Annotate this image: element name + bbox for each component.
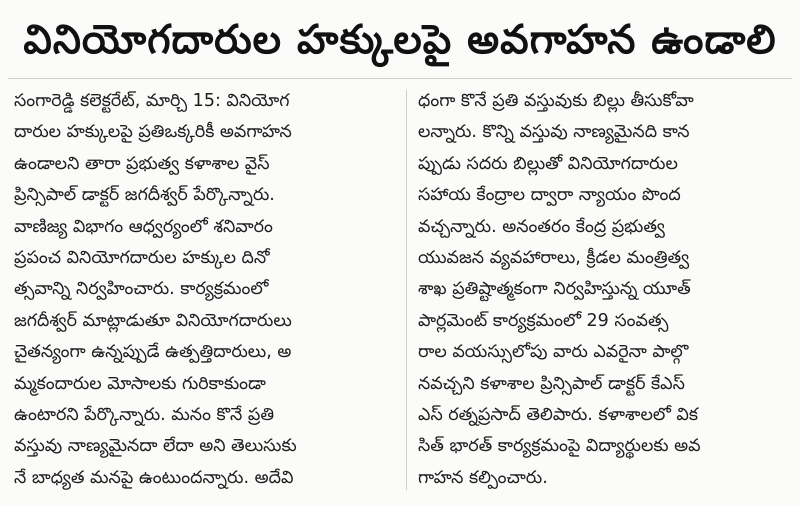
- body-line: ధంగా కొనే ప్రతి వస్తువుకు బిల్లు తీసుకోవా: [418, 91, 694, 111]
- body-line: వస్తువు నాణ్యమైనదా లేదా అని తెలుసుకు: [14, 436, 297, 457]
- left-column: [14, 86, 397, 496]
- body-line: వచ్చన్నారు. అనంతరం కేంద్ర ప్రభుత్వ: [418, 216, 665, 237]
- body-line: లన్నారు. కొన్ని వస్తువు నాణ్యమైనది కాన: [418, 122, 690, 143]
- body-line: త్సవాన్ని నిర్వహించారు. కార్యక్రమంలో: [14, 279, 269, 300]
- body-line: సంగారెడ్డి కలెక్టరేట్, మార్చి 15: వినియోగ: [14, 91, 290, 111]
- body-line: నవచ్చని కళాశాల ప్రిన్సిపాల్ డాక్టర్ కేఎస్: [418, 373, 685, 394]
- column-divider: [406, 90, 407, 490]
- body-line: ప్రపంచ వినియోగదారుల హక్కుల దినో: [14, 247, 270, 268]
- headline-divider: [8, 78, 792, 79]
- body-line: రాల వయస్సులోపు వారు ఎవరైనా పాల్గొ: [418, 342, 689, 363]
- body-line: ఉండాలని తారా ప్రభుత్వ కళాశాల వైస్: [14, 153, 270, 174]
- headline: వినియోగదారుల హక్కులపై అవగాహన ఉండాలి: [23, 17, 777, 63]
- body-line: దారుల హక్కులపై ప్రతిఒక్కరికీ అవగాహన: [14, 122, 292, 143]
- right-column: [418, 86, 788, 496]
- body-line: సిత్ భారత్ కార్యక్రమంపై విద్యార్థులకు అవ: [418, 436, 701, 457]
- body-line: ఎస్ రత్నప్రసాద్ తెలిపారు. కళాశాలలో విక: [418, 404, 699, 425]
- body-line: ఉంటారని పేర్కొన్నారు. మనం కొనే ప్రతి: [14, 404, 275, 425]
- body-line: మ్మకందారుల మోసాలకు గురికాకుండా: [14, 373, 266, 394]
- body-line: ప్రిన్సిపాల్ డాక్టర్ జగదీశ్వర్ పేర్కొన్నారు.: [14, 185, 275, 206]
- body-line: ప్పుడు సదరు బిల్లుతో వినియోగదారుల: [418, 153, 678, 174]
- body-line: శాఖ ప్రతిష్టాత్మకంగా నిర్వహిస్తున్న యూత్: [418, 279, 691, 300]
- body-line: జగదీశ్వర్ మాట్లాడుతూ వినియోగదారులు: [14, 310, 292, 331]
- body-line: పార్లమెంట్ కార్యక్రమంలో 29 సంవత్స: [418, 310, 669, 331]
- body-line: సహాయ కేంద్రాల ద్వారా న్యాయం పొంద: [418, 185, 681, 206]
- body-line: గాహన కల్పించారు.: [418, 467, 548, 488]
- body-line: చైతన్యంగా ఉన్నప్పుడే ఉత్పత్తిదారులు, అ: [14, 342, 292, 363]
- body-line: వాణిజ్య విభాగం ఆధ్వర్యంలో శనివారం: [14, 216, 273, 237]
- body-line: నే బాధ్యత మనపై ఉంటుందన్నారు. అదేవి: [14, 467, 294, 488]
- body-line: యువజన వ్యవహారాలు, క్రీడల మంత్రిత్వ: [418, 247, 690, 268]
